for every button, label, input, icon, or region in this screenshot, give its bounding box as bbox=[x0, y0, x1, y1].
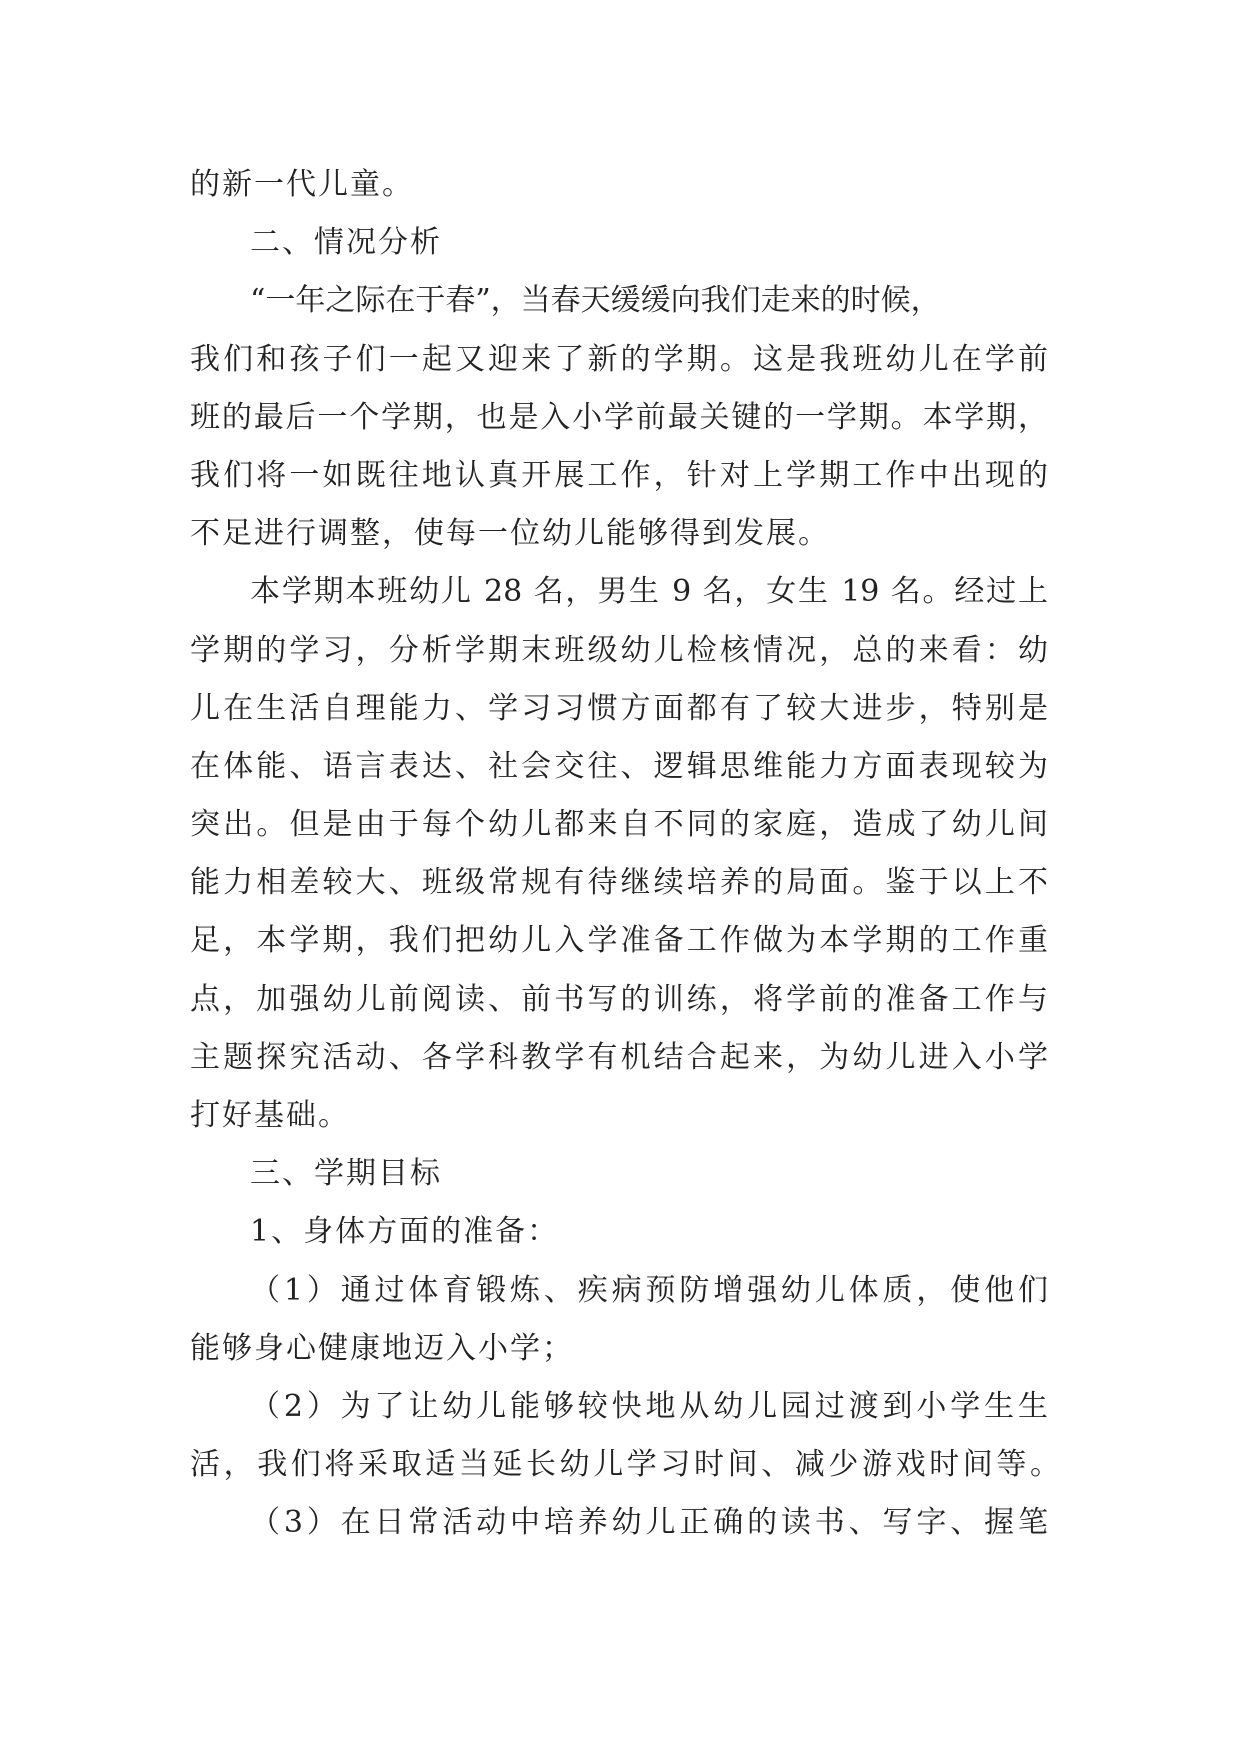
text-line: 活，我们将采取适当延长幼儿学习时间、减少游戏时间等。 bbox=[190, 1447, 1060, 1483]
section-heading: 三、学期目标 bbox=[250, 1156, 442, 1192]
text-line: 我们将一如既往地认真开展工作，针对上学期工作中出现的 bbox=[190, 457, 1048, 493]
subsection-heading: 1、身体方面的准备： bbox=[250, 1214, 560, 1250]
text-line: 我们和孩子们一起又迎来了新的学期。这是我班幼儿在学前 bbox=[190, 341, 1048, 377]
section-heading: 二、情况分析 bbox=[250, 225, 442, 261]
text-line: 的新一代儿童。 bbox=[190, 167, 414, 202]
text-line: 在体能、语言表达、社会交往、逻辑思维能力方面表现较为 bbox=[190, 748, 1048, 784]
text-line: “一年之际在于春”，当春天缓缓向我们走来的时候， bbox=[250, 283, 941, 319]
text-line: 能够身心健康地迈入小学； bbox=[190, 1330, 574, 1366]
text-line: 突出。但是由于每个幼儿都来自不同的家庭，造成了幼儿间 bbox=[190, 807, 1048, 843]
document-page bbox=[190, 156, 1060, 1553]
text-line: 学期的学习，分析学期末班级幼儿检核情况，总的来看：幼 bbox=[190, 632, 1048, 668]
text-line: 点，加强幼儿前阅读、前书写的训练，将学前的准备工作与 bbox=[190, 981, 1048, 1017]
text-line: 能力相差较大、班级常规有待继续培养的局面。鉴于以上不 bbox=[190, 865, 1048, 901]
text-line: 班的最后一个学期，也是入小学前最关键的一学期。本学期， bbox=[190, 399, 1048, 435]
text-line: 不足进行调整，使每一位幼儿能够得到发展。 bbox=[190, 516, 830, 552]
text-line: 足，本学期，我们把幼儿入学准备工作做为本学期的工作重 bbox=[190, 923, 1048, 959]
list-item: （3）在日常活动中培养幼儿正确的读书、写字、握笔 bbox=[250, 1505, 1048, 1541]
list-item: （2）为了让幼儿能够较快地从幼儿园过渡到小学生生 bbox=[250, 1388, 1048, 1424]
list-item: （1）通过体育锻炼、疾病预防增强幼儿体质，使他们 bbox=[250, 1272, 1048, 1308]
text-line: 主题探究活动、各学科教学有机结合起来，为幼儿进入小学 bbox=[190, 1039, 1048, 1075]
text-line: 打好基础。 bbox=[190, 1098, 350, 1133]
text-line: 儿在生活自理能力、学习习惯方面都有了较大进步，特别是 bbox=[190, 690, 1048, 726]
text-line: 本学期本班幼儿 28 名，男生 9 名，女生 19 名。经过上 bbox=[250, 574, 1048, 610]
